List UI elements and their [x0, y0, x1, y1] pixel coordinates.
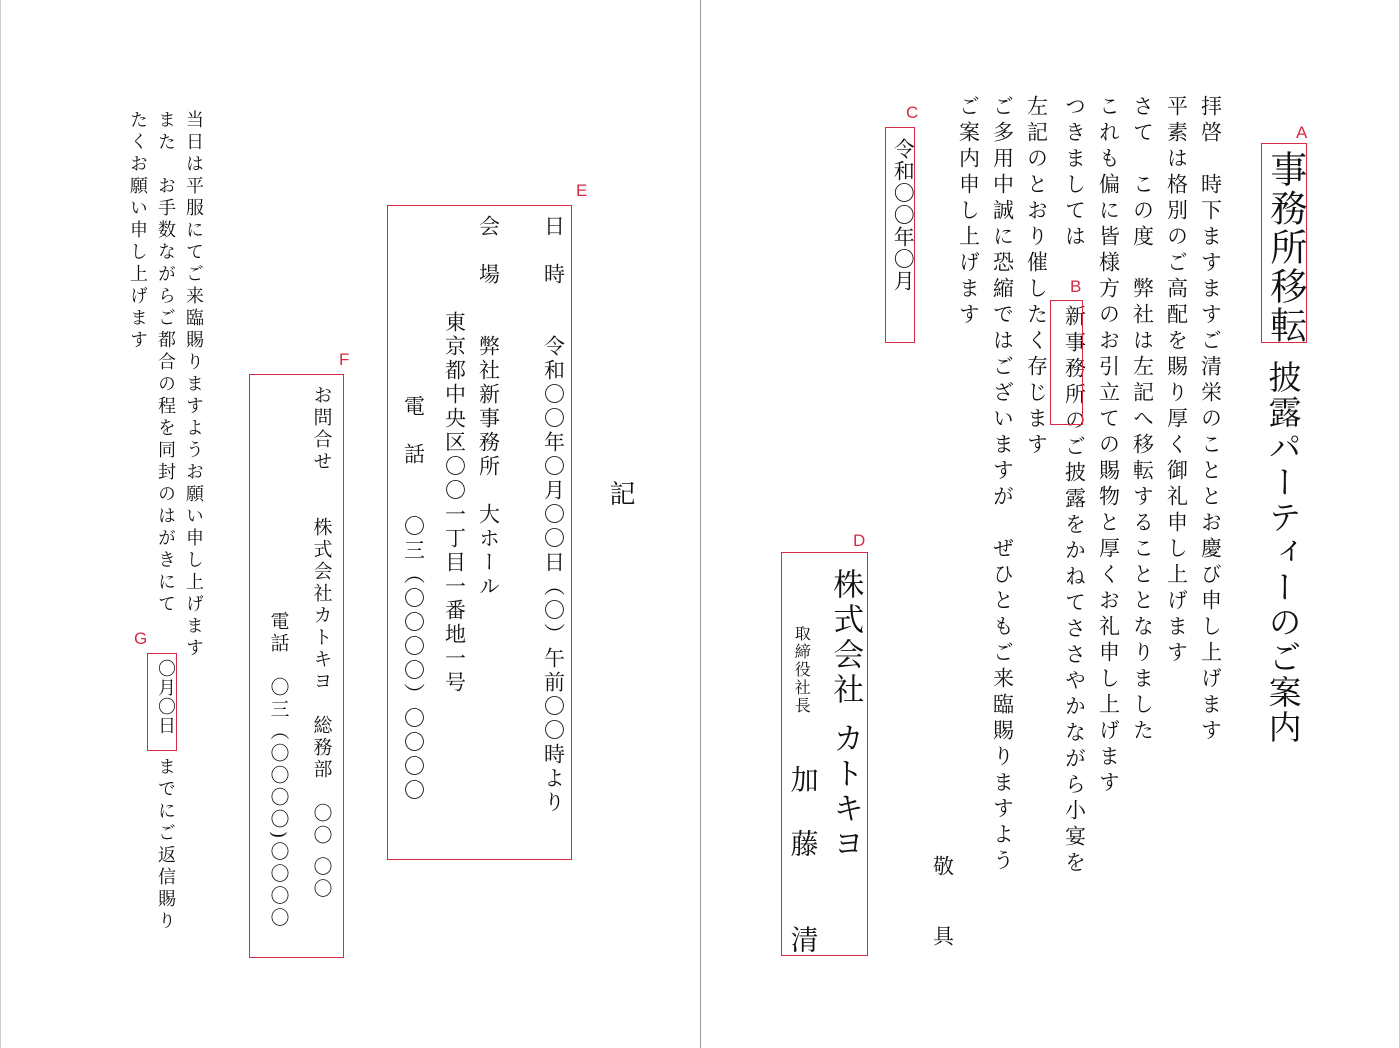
greeting-line-3: さて この度 弊社は左記へ移転することとなりました	[1130, 95, 1155, 745]
marker-g: G	[134, 629, 148, 648]
title-sub: 披露パーティーのご案内	[1263, 360, 1303, 745]
rep-name: 加 藤 清	[786, 765, 820, 957]
event-line-4: 電 話 〇三（〇〇〇〇）〇〇〇〇	[401, 395, 426, 803]
event-line-3: 東京都中央区〇〇一丁目一番地一号	[442, 215, 467, 695]
signature-box	[781, 552, 868, 956]
greeting-line-2: 平素は格別のご高配を賜り厚く御礼申し上げます	[1164, 95, 1189, 667]
greeting-line-1: 拝啓 時下ますますご清栄のこととお慶び申し上げます	[1198, 95, 1223, 745]
note-line-3: たくお願い申し上げます	[127, 110, 148, 352]
company-prefix: 株式会社	[827, 568, 864, 708]
title-box	[1261, 143, 1307, 343]
greeting-line-4: これも偏に皆様方のお引立ての賜物と厚くお礼申し上げます	[1096, 95, 1121, 797]
note-line-1: 当日は平服にてご来臨賜りますようお願い申し上げます	[183, 110, 204, 660]
event-line-2: 会 場 弊社新事務所 大ホール	[476, 215, 501, 599]
date-box	[885, 127, 915, 343]
left-edge-line	[0, 0, 1, 1048]
greeting-line-5: つきましては	[1062, 95, 1087, 251]
new-office-highlight: 新事務所	[1062, 305, 1087, 409]
inquiry-line-1: お問合せ 株式会社カトキヨ 総務部 〇〇 〇〇	[310, 385, 333, 901]
new-office-rest: のご披露をかねてささやかながら小宴を	[1062, 409, 1087, 877]
title-main: 事務所移転	[1263, 150, 1307, 345]
reply-rest: までにご返信賜り	[155, 757, 176, 933]
marker-c: C	[906, 103, 919, 122]
date-text: 令和〇〇年〇月	[891, 138, 916, 292]
event-box	[387, 205, 572, 860]
company-katakana: カトキヨ	[827, 722, 864, 862]
body-line-9: ご案内申し上げます	[956, 95, 981, 329]
marker-e: E	[576, 181, 588, 200]
body-line-7: 左記のとおり催したく存じます	[1024, 95, 1049, 459]
ki-label: 記	[605, 480, 635, 506]
marker-f: F	[339, 350, 350, 369]
reply-date: 〇月〇日	[155, 659, 176, 735]
reply-date-box	[147, 653, 177, 751]
marker-b: B	[1070, 277, 1082, 296]
event-line-1: 日 時 令和〇〇年〇月〇〇日（〇）午前〇〇時より	[541, 215, 566, 815]
page-divider	[700, 0, 701, 1048]
body-line-8: ご多用中誠に恐縮ではございますが ぜひともご来臨賜りますよう	[990, 95, 1015, 875]
marker-a: A	[1296, 123, 1308, 142]
inquiry-box	[249, 374, 344, 958]
new-office-box	[1050, 300, 1083, 425]
note-line-2: また お手数ながらご都合の程を同封のはがきにて	[155, 110, 176, 616]
closing-keigu: 敬 具	[930, 855, 955, 960]
rep-title: 取締役社長	[792, 625, 812, 715]
inquiry-line-2: 電話 〇三（〇〇〇〇)〇〇〇〇	[267, 545, 290, 930]
marker-d: D	[853, 531, 866, 550]
